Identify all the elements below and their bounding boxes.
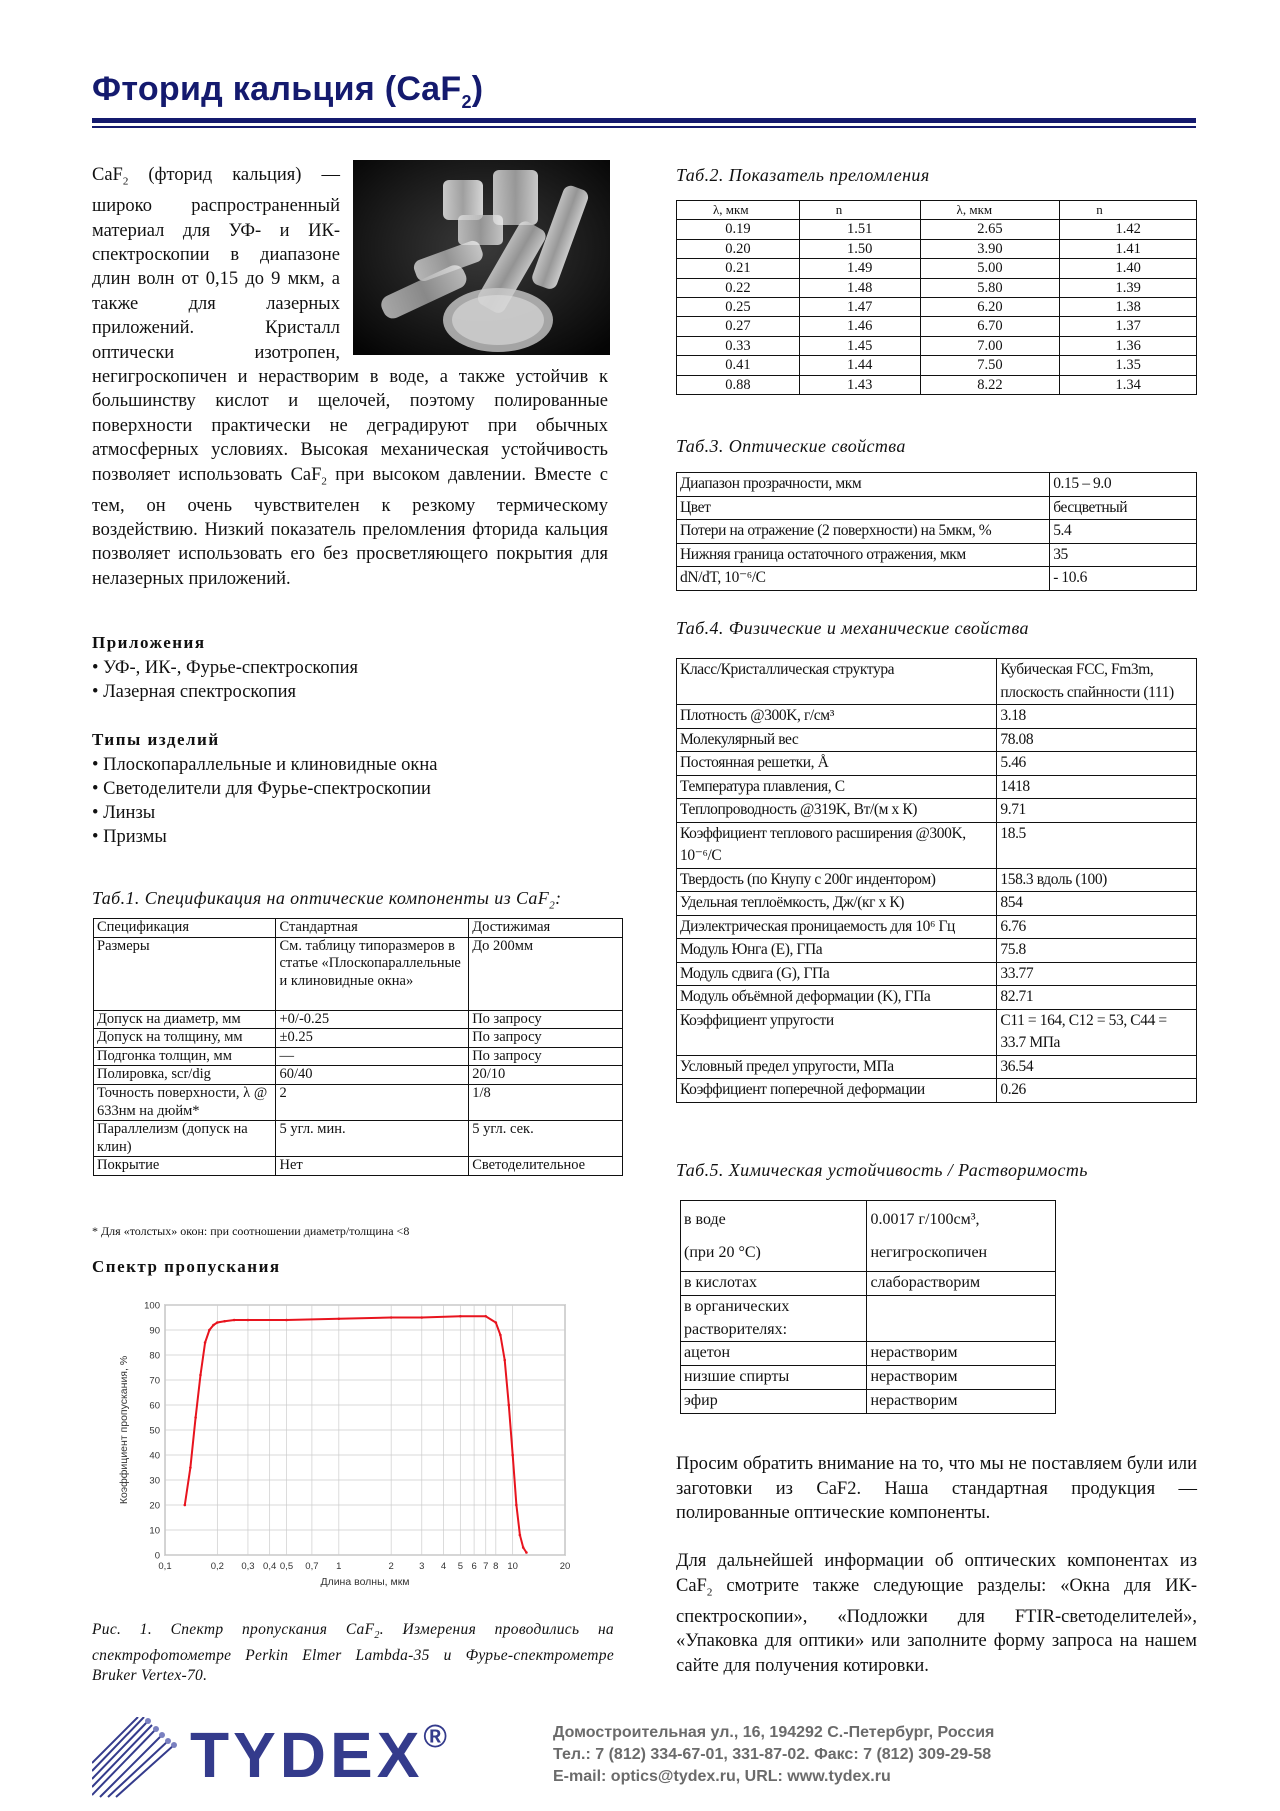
table-cell: 0.88 (677, 375, 800, 394)
x-tick-label: 1 (336, 1561, 342, 1572)
table-cell: Теплопроводность @319K, Вт/(м х К) (677, 799, 997, 823)
data-point (194, 1416, 197, 1419)
table5-caption: Таб.5. Химическая устойчивость / Растворимость (676, 1160, 1088, 1180)
data-point (233, 1319, 236, 1322)
data-point (184, 1504, 187, 1507)
table-cell: Модуль объёмной деформации (K), ГПа (677, 986, 997, 1010)
products-list (92, 753, 438, 849)
table-cell: 1.43 (799, 375, 920, 394)
data-point (338, 1317, 341, 1320)
table-row (677, 317, 1197, 336)
table-row (677, 868, 1197, 892)
table-cell: 1.45 (799, 336, 920, 355)
table-row (677, 201, 1197, 220)
table-cell: 36.54 (997, 1055, 1197, 1079)
table-row (681, 1389, 1056, 1413)
table-cell: 2.65 (920, 220, 1060, 239)
table-cell: 1.37 (1060, 317, 1197, 336)
y-tick-label: 10 (149, 1525, 160, 1537)
table-cell: 6.20 (920, 298, 1060, 317)
footer-address: Домостроительная ул., 16, 194292 С.-Петербург, Россия Тел.: 7 (812) 334-67-01, 331-87-02. Факс: 7 (812) 309-29-58 E-mail: optics@tydex.ru, URL: www.tydex.ru (553, 1724, 995, 1785)
data-point (484, 1315, 487, 1318)
table-cell: 1418 (997, 775, 1197, 799)
table-row (677, 375, 1197, 394)
table-cell: бесцветный (1050, 496, 1197, 520)
table-cell: — (276, 1047, 469, 1066)
table-cell: 2 (276, 1084, 469, 1120)
title-rule-thick (92, 118, 1196, 123)
table-cell: 5.00 (920, 259, 1060, 278)
y-tick-label: 70 (149, 1375, 160, 1387)
table-row (681, 1342, 1056, 1366)
table-cell: Условный предел упругости, МПа (677, 1055, 997, 1079)
table-row (94, 1157, 623, 1176)
data-point (459, 1315, 462, 1318)
table-cell: 1.51 (799, 220, 920, 239)
table-cell: 1.44 (799, 356, 920, 375)
table-row (677, 543, 1197, 567)
x-tick-label: 0,1 (158, 1561, 172, 1572)
data-point (525, 1551, 528, 1554)
data-point (519, 1534, 522, 1537)
applications-heading: Приложения (92, 633, 206, 652)
table-cell: По запросу (469, 1010, 623, 1029)
table4-caption: Таб.4. Физические и механические свойства (676, 618, 1029, 638)
x-tick-label: 6 (471, 1561, 477, 1572)
applications-list (92, 656, 358, 704)
table-cell (867, 1295, 1056, 1342)
data-point (212, 1324, 215, 1327)
table-cell: 33.77 (997, 962, 1197, 986)
table-cell: 35 (1050, 543, 1197, 567)
table-row (681, 1201, 1056, 1272)
table-cell: n (799, 201, 920, 220)
table-row (677, 752, 1197, 776)
transmission-chart (115, 1290, 595, 1620)
x-tick-label: 0,4 (263, 1561, 277, 1572)
table-row (677, 567, 1197, 591)
table-cell: 5 угл. сек. (469, 1121, 623, 1157)
list-item: • Лазерная спектроскопия (92, 682, 297, 702)
table-row (681, 1272, 1056, 1296)
table-cell: Допуск на диаметр, мм (94, 1010, 276, 1029)
table-cell: 75.8 (997, 939, 1197, 963)
x-axis-label: Длина волны, мкм (320, 1576, 410, 1588)
table-cell: Полировка, scr/dig (94, 1066, 276, 1085)
table-cell: 0.27 (677, 317, 800, 336)
table-row (677, 496, 1197, 520)
table-row (94, 1084, 623, 1120)
table-row (677, 986, 1197, 1010)
title-rule-thin (92, 126, 1196, 128)
y-tick-label: 20 (149, 1500, 160, 1512)
table-cell: Размеры (94, 937, 276, 1010)
table-cell: По запросу (469, 1047, 623, 1066)
table-cell: Диэлектрическая проницаемость для 10⁶ Гц (677, 915, 997, 939)
table-cell: λ, мкм (920, 201, 1060, 220)
note-paragraph-1: Просим обратить внимание на то, что мы не поставляем були или заготовки из CaF2. Наша стандартная продукция — полированные оптические компоненты. (676, 1454, 1197, 1523)
x-tick-label: 10 (507, 1561, 518, 1572)
x-tick-label: 7 (483, 1561, 489, 1572)
y-tick-label: 40 (149, 1450, 160, 1462)
x-tick-label: 5 (457, 1561, 463, 1572)
table-cell: Удельная теплоёмкость, Дж/(кг х К) (677, 892, 997, 916)
table-cell: ±0.25 (276, 1029, 469, 1048)
table-cell: До 200мм (469, 937, 623, 1010)
table-row (677, 892, 1197, 916)
table-cell: - 10.6 (1050, 567, 1197, 591)
y-tick-label: 0 (154, 1550, 160, 1562)
table-cell: Точность поверхности, λ @ 633нм на дюйм* (94, 1084, 276, 1120)
table-cell: 20/10 (469, 1066, 623, 1085)
table-cell: 1.41 (1060, 239, 1197, 258)
table-cell: 5.46 (997, 752, 1197, 776)
table-cell: Коэффициент теплового расширения @300K, 10⁻⁶/C (677, 822, 997, 868)
table-row (677, 336, 1197, 355)
table-cell: 0.0017 г/100см³, негигроскопичен (867, 1201, 1056, 1272)
table-cell: Молекулярный вес (677, 728, 997, 752)
table-header-cell: Стандартная (276, 919, 469, 938)
x-tick-label: 4 (440, 1561, 447, 1572)
table-cell: По запросу (469, 1029, 623, 1048)
list-item: • Плоскопараллельные и клиновидные окна (92, 755, 438, 775)
data-point (285, 1319, 288, 1322)
table-cell: 0.25 (677, 298, 800, 317)
table-cell: 1/8 (469, 1084, 623, 1120)
data-point (499, 1334, 502, 1337)
table-cell: нерастворим (867, 1366, 1056, 1390)
data-point (199, 1374, 202, 1377)
table3-optical (676, 472, 1197, 591)
table1-footnote: * Для «толстых» окон: при соотношении диаметр/толщина <8 (92, 1224, 410, 1238)
x-tick-label: 8 (493, 1561, 499, 1572)
table-cell: в кислотах (681, 1272, 867, 1296)
data-point (515, 1504, 518, 1507)
table-row (677, 259, 1197, 278)
y-tick-label: 60 (149, 1400, 160, 1412)
table-cell: 1.34 (1060, 375, 1197, 394)
data-point (390, 1316, 393, 1319)
table-cell: См. таблицу типоразмеров в статье «Плоскопараллельные и клиновидные окна» (276, 937, 469, 1010)
table-cell: Температура плавления, С (677, 775, 997, 799)
table-cell: ацетон (681, 1342, 867, 1366)
data-point (511, 1454, 514, 1457)
data-point (507, 1404, 510, 1407)
x-tick-label: 20 (559, 1561, 571, 1572)
table-row (677, 356, 1197, 375)
table-cell: Коэффициент поперечной деформации (677, 1079, 997, 1103)
table-cell: 82.71 (997, 986, 1197, 1010)
table-row (677, 799, 1197, 823)
data-point (208, 1329, 211, 1332)
table-cell: в органических растворителях: (681, 1295, 867, 1342)
list-item: • УФ-, ИК-, Фурье-спектроскопия (92, 658, 359, 678)
table1-caption: Таб.1. Спецификация на оптические компоненты из CaF$_2$: (92, 888, 562, 912)
table-cell: 854 (997, 892, 1197, 916)
table-cell: 1.38 (1060, 298, 1197, 317)
data-point (189, 1466, 192, 1469)
products-heading: Типы изделий (92, 730, 220, 749)
x-tick-label: 3 (419, 1561, 425, 1572)
table-row (677, 728, 1197, 752)
data-point (522, 1546, 525, 1549)
table-row (677, 520, 1197, 544)
data-point (247, 1319, 250, 1322)
table-cell: 1.40 (1060, 259, 1197, 278)
table-cell: 1.39 (1060, 278, 1197, 297)
table-cell: Коэффициент упругости (677, 1009, 997, 1055)
table-cell: 0.15 – 9.0 (1050, 473, 1197, 497)
table-row (677, 473, 1197, 497)
table-row (677, 239, 1197, 258)
table5-solubility (680, 1200, 1056, 1414)
y-tick-label: 90 (149, 1325, 160, 1337)
table-cell: Покрытие (94, 1157, 276, 1176)
table-cell: C11 = 164, C12 = 53, C44 = 33.7 МПа (997, 1009, 1197, 1055)
table-cell: Параллелизм (допуск на клин) (94, 1121, 276, 1157)
table-cell: 1.47 (799, 298, 920, 317)
table-cell: 1.42 (1060, 220, 1197, 239)
table-row (681, 1366, 1056, 1390)
list-item: • Светоделители для Фурье-спектроскопии (92, 779, 431, 799)
table-cell: 6.70 (920, 317, 1060, 336)
table-cell: Допуск на толщину, мм (94, 1029, 276, 1048)
table-header-cell: Достижимая (469, 919, 623, 938)
table4-physical (676, 658, 1197, 1103)
tydex-logo-mark (92, 1717, 192, 1799)
table-cell: 6.76 (997, 915, 1197, 939)
table-cell: Светоделительное (469, 1157, 623, 1176)
table3-caption: Таб.3. Оптические свойства (676, 436, 906, 456)
table-row (677, 1009, 1197, 1055)
list-item: • Линзы (92, 803, 156, 823)
table-row (94, 1066, 623, 1085)
table-cell: 1.49 (799, 259, 920, 278)
table-cell: 78.08 (997, 728, 1197, 752)
y-tick-label: 80 (149, 1350, 160, 1362)
table-row (677, 220, 1197, 239)
table-row (677, 705, 1197, 729)
table-cell: Подгонка толщин, мм (94, 1047, 276, 1066)
table-row (94, 1121, 623, 1157)
table-row (677, 1079, 1197, 1103)
table-cell: dN/dT, 10⁻⁶/C (677, 567, 1050, 591)
table-cell: λ, мкм (677, 201, 800, 220)
data-point (503, 1359, 506, 1362)
table-row (677, 775, 1197, 799)
table-cell: Класс/Кристаллическая структура (677, 659, 997, 705)
table-cell: 9.71 (997, 799, 1197, 823)
table-row (677, 278, 1197, 297)
table-cell: 60/40 (276, 1066, 469, 1085)
table-cell: +0/-0.25 (276, 1010, 469, 1029)
page-title: Фторид кальция (CaF$_2$) (92, 70, 484, 112)
table-cell: Нет (276, 1157, 469, 1176)
table-cell: 158.3 вдоль (100) (997, 868, 1197, 892)
table-header-cell: Спецификация (94, 919, 276, 938)
table-cell: 0.20 (677, 239, 800, 258)
table-cell: n (1060, 201, 1197, 220)
table-cell: Модуль сдвига (G), ГПа (677, 962, 997, 986)
table-cell: 3.18 (997, 705, 1197, 729)
table-cell: 0.22 (677, 278, 800, 297)
table-cell: 7.50 (920, 356, 1060, 375)
y-tick-label: 100 (144, 1300, 160, 1312)
table-row (677, 1055, 1197, 1079)
table-row (677, 822, 1197, 868)
table-cell: 7.00 (920, 336, 1060, 355)
table-row (94, 1047, 623, 1066)
table-cell: Плотность @300K, г/см³ (677, 705, 997, 729)
table-row (677, 915, 1197, 939)
table-cell: Кубическая FCC, Fm3m, плоскость спайнности (111) (997, 659, 1197, 705)
data-point (204, 1341, 207, 1344)
note-paragraph-2: Для дальнейшей информации об оптических компонентах из CaF$_2$ смотрите также следующие разделы: «Окна для ИК-спектроскопии», «Подложки для FTIR-светоделителей», «Упаковка для оптики» или заполните форму запроса на нашем сайте для получения котировки. (676, 1551, 1197, 1676)
table-cell: 0.19 (677, 220, 800, 239)
table-row (677, 659, 1197, 705)
table-cell: 0.26 (997, 1079, 1197, 1103)
table-cell: в воде (при 20 °C) (681, 1201, 867, 1272)
spectrum-heading: Спектр пропускания (92, 1257, 281, 1276)
table-cell: 3.90 (920, 239, 1060, 258)
table-cell: Модуль Юнга (E), ГПа (677, 939, 997, 963)
table-cell: низшие спирты (681, 1366, 867, 1390)
y-tick-label: 50 (149, 1425, 160, 1437)
table-cell: эфир (681, 1389, 867, 1413)
table-row (94, 1029, 623, 1048)
x-tick-label: 0,2 (210, 1561, 224, 1572)
table-cell: Потери на отражение (2 поверхности) на 5мкм, % (677, 520, 1050, 544)
table2-caption: Таб.2. Показатель преломления (676, 165, 930, 185)
x-tick-label: 0,7 (305, 1561, 319, 1572)
table-cell: 1.50 (799, 239, 920, 258)
table-cell: 5.80 (920, 278, 1060, 297)
y-axis-label: Коэффициент пропускания, % (118, 1355, 130, 1505)
data-point (216, 1321, 219, 1324)
table-cell: 1.48 (799, 278, 920, 297)
x-tick-label: 0,3 (241, 1561, 255, 1572)
table-cell: Диапазон прозрачности, мкм (677, 473, 1050, 497)
table-cell: нерастворим (867, 1342, 1056, 1366)
data-point (223, 1320, 226, 1323)
table-cell: Твердость (по Кнупу с 200г индентором) (677, 868, 997, 892)
table-cell: 0.21 (677, 259, 800, 278)
table-cell: слаборастворим (867, 1272, 1056, 1296)
table-cell: 1.46 (799, 317, 920, 336)
table-row (94, 919, 623, 938)
x-tick-label: 0,5 (279, 1561, 294, 1572)
table-cell: 1.35 (1060, 356, 1197, 375)
table-row (94, 937, 623, 1010)
table-row (677, 939, 1197, 963)
table-row (681, 1295, 1056, 1342)
list-item: • Призмы (92, 827, 167, 847)
table-row (677, 298, 1197, 317)
table-row (94, 1010, 623, 1029)
x-tick-label: 2 (388, 1561, 394, 1572)
table-cell: 18.5 (997, 822, 1197, 868)
table1-spec (93, 918, 623, 1176)
table-cell: Постоянная решетки, Å (677, 752, 997, 776)
table-cell: 1.36 (1060, 336, 1197, 355)
data-point (420, 1316, 423, 1319)
table-cell: 0.33 (677, 336, 800, 355)
table2-refractive-index (676, 200, 1197, 395)
y-tick-label: 30 (149, 1475, 160, 1487)
tydex-logo-text: TYDEX® (190, 1718, 451, 1791)
data-point (495, 1321, 498, 1324)
intro-paragraph: CaF$_2$ (фторид кальция) — широко распространенный материал для УФ- и ИК-спектроскопии в диапазоне длин волн от 0,15 до 9 мкм, а также для лазерных приложений. Кристалл оптически изотропен, негигроскопичен и нерастворим в воде, а также устойчив к большинству кислот и щелочей, поэтому полированные поверхности практически не деградируют при обычных атмосферных условиях. Высокая механическая устойчивость позволяет использовать CaF$_2$ при высоком давлении. Вместе с тем, он очень чувствителен к резкому термическому воздействию. Низкий показатель преломления фторида кальция позволяет использовать его без просветляющего покрытия для нелазерных приложений. (92, 165, 608, 589)
table-cell: Нижняя граница остаточного отражения, мкм (677, 543, 1050, 567)
table-row (677, 962, 1197, 986)
table-cell: 0.41 (677, 356, 800, 375)
table-cell: нерастворим (867, 1389, 1056, 1413)
figure-caption: Рис. 1. Спектр пропускания CaF$_2$. Измерения проводились на спектрофотометре Perkin Elmer Lambda-35 и Фурье-спектрометре Bruker Vertex-70. (92, 1621, 614, 1685)
table-cell: Цвет (677, 496, 1050, 520)
table-cell: 5.4 (1050, 520, 1197, 544)
table-cell: 8.22 (920, 375, 1060, 394)
table-cell: 5 угл. мин. (276, 1121, 469, 1157)
